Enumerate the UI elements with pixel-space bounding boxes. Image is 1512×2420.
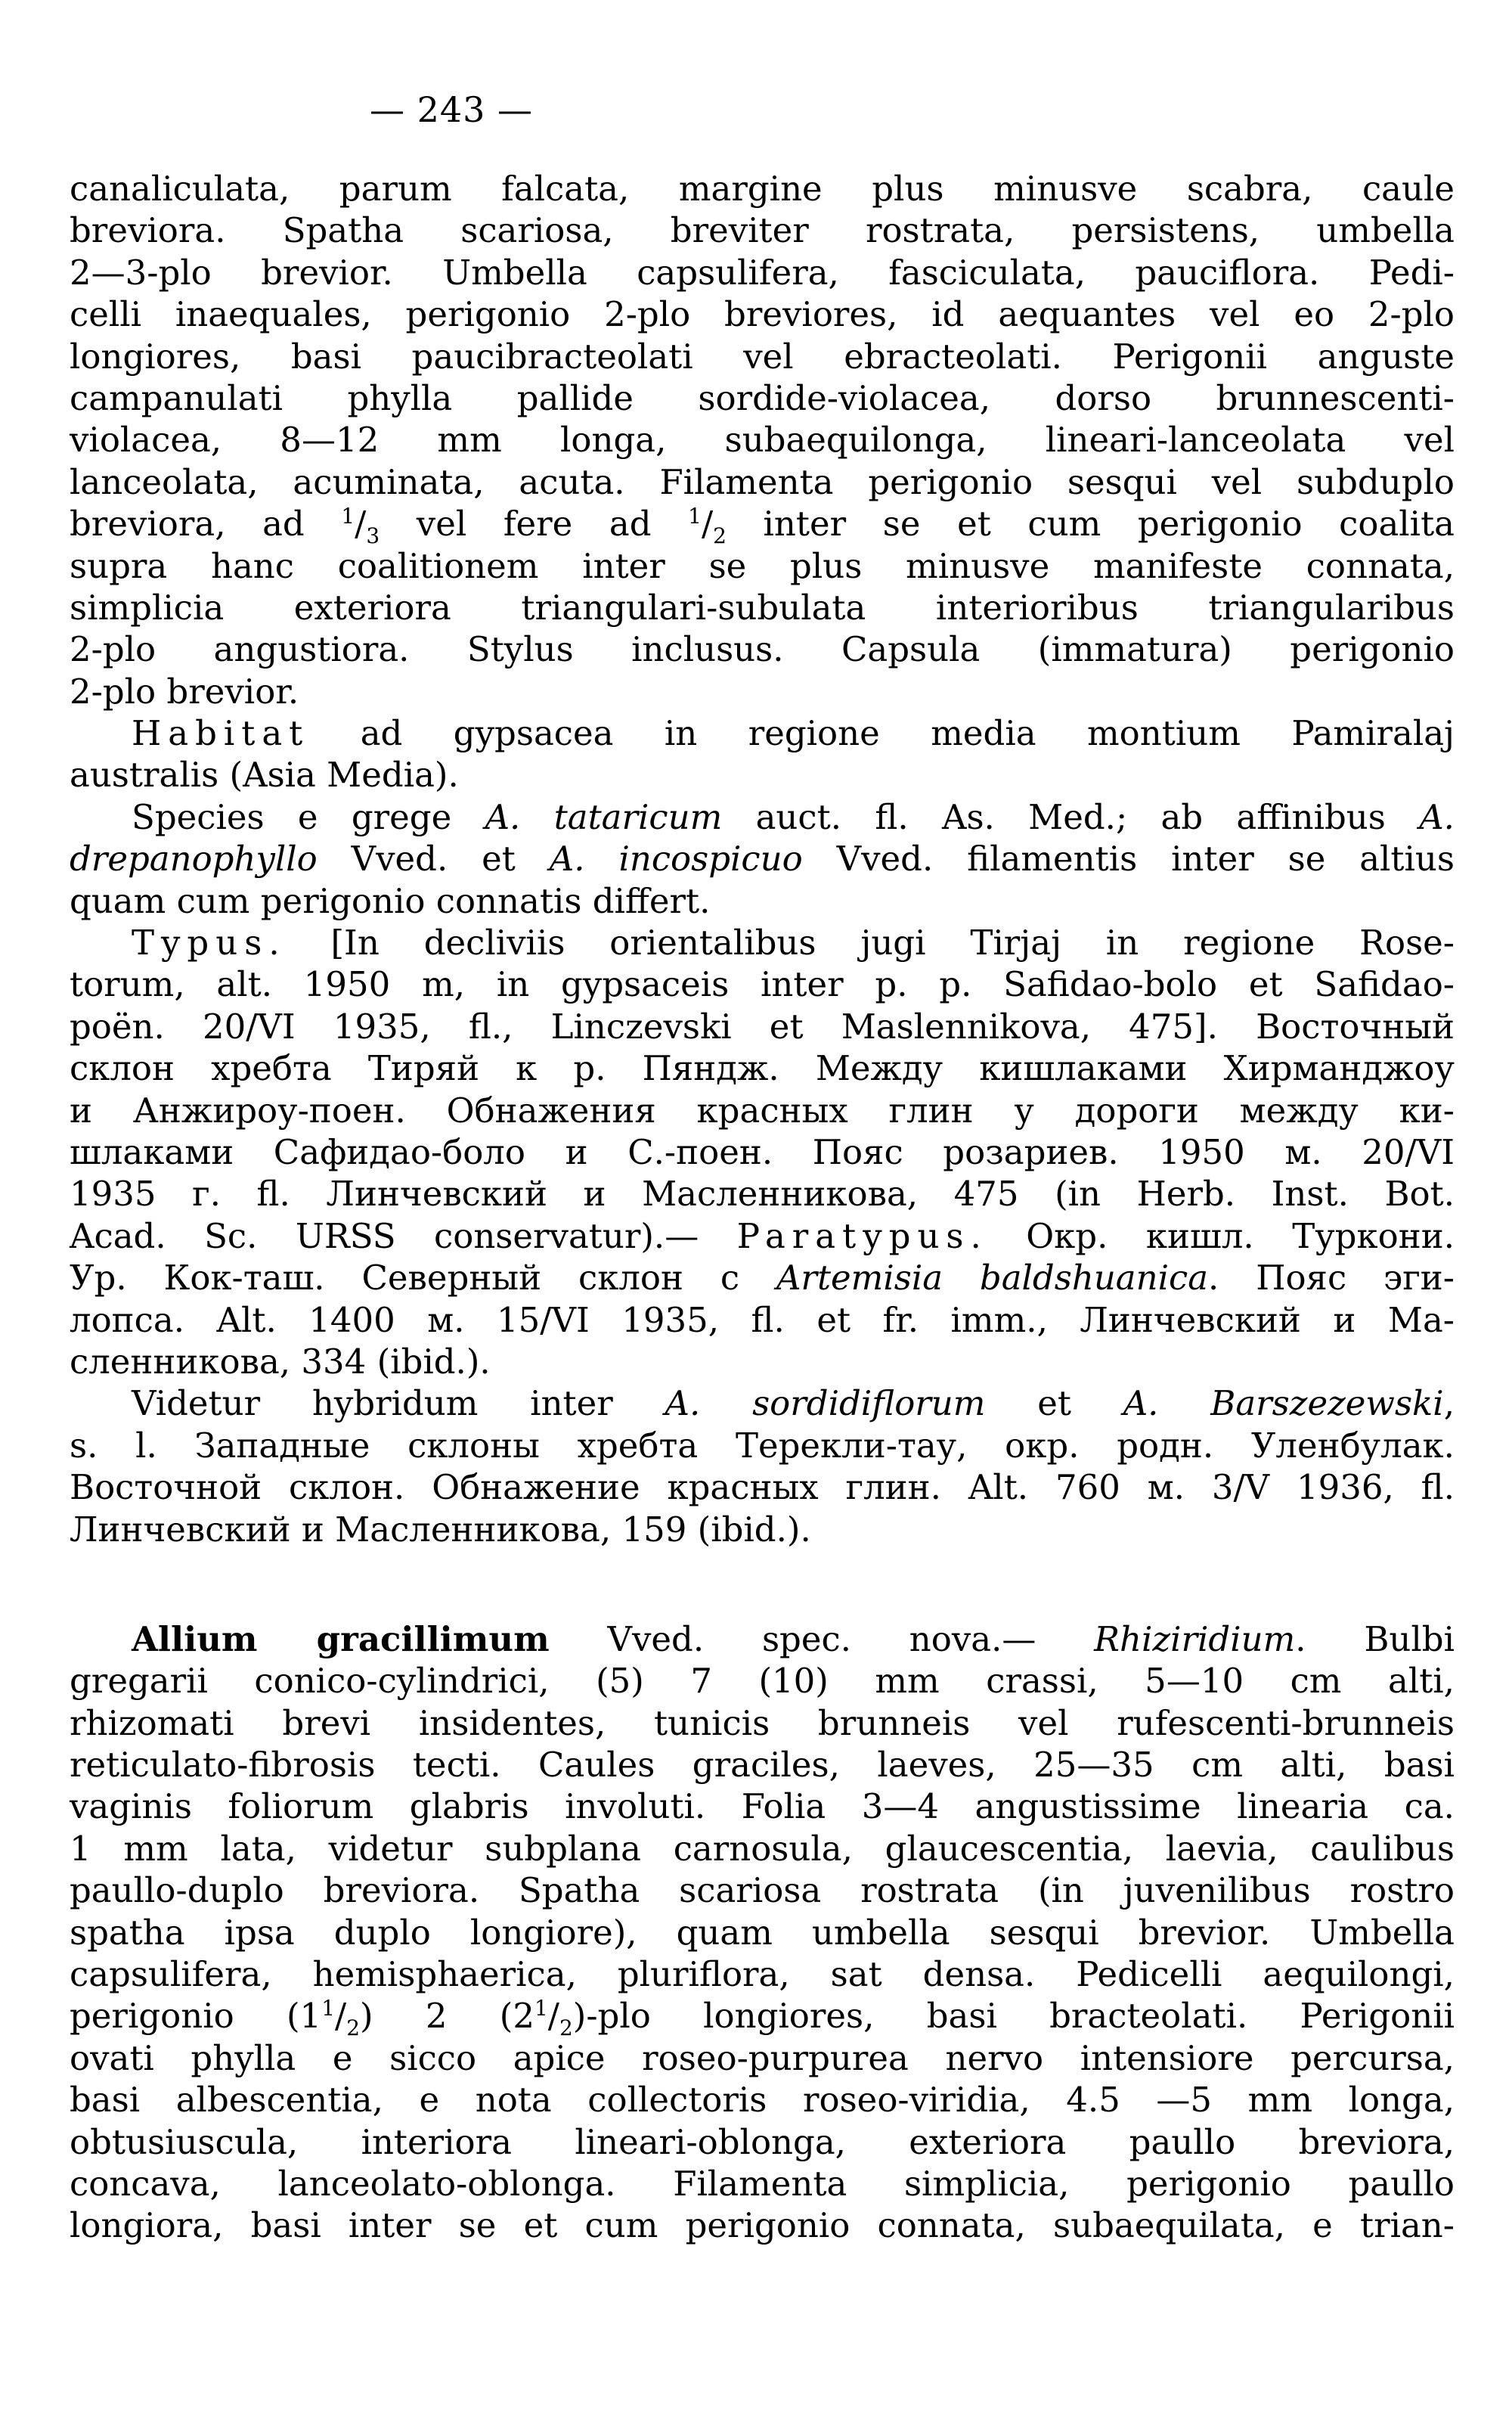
page-number: — 243 — (369, 89, 534, 130)
hybrid-line: Videtur hybridum inter A. sordidiflorum et A. Barszezewski, (132, 1383, 1455, 1424)
section-gap (70, 1550, 1455, 1618)
text-line: lanceolata, acuminata, acuta. Filamenta perigonio sesqui vel subduplo (70, 461, 1455, 502)
text-line: Линчевский и Масленникова, 159 (ibid.). (70, 1509, 811, 1550)
text-line: breviora. Spatha scariosa, breviter rostrata, persistens, umbella (70, 210, 1455, 251)
text-line: 1 mm lata, videtur subplana carnosula, glaucescentia, laevia, caulibus (70, 1828, 1455, 1869)
text-line: supra hanc coalitionem inter se plus minusve manifeste connata, (70, 545, 1455, 586)
species-name: Allium gracillimum (132, 1618, 550, 1659)
text-line: Ур. Кок-таш. Северный склон с Artemisia baldshuanica. Пояс эги- (70, 1258, 1455, 1298)
typus-label: Typus. (132, 923, 287, 963)
paratypus-line: Acad. Sc. URSS conservatur).— Paratypus. Окр. кишл. Туркони. (70, 1215, 1455, 1256)
text-line: 1935 г. fl. Линчевский и Масленникова, 475 (in Herb. Inst. Bot. (70, 1174, 1455, 1215)
species-line: Species e grege A. tataricum auct. fl. As. Med.; ab affinibus A. (132, 796, 1455, 837)
text-line: quam cum perigonio connatis differt. (70, 880, 711, 921)
text-line: reticulato-fibrosis tecti. Caules graciles, laeves, 25—35 cm alti, basi (70, 1745, 1455, 1786)
text-line: ovati phylla e sicco apice roseo-purpurea nervo intensiore percursa, (70, 2037, 1455, 2078)
text-line: torum, alt. 1950 m, in gypsaceis inter p. p. Safidao-bolo et Safidao- (70, 964, 1455, 1005)
text-line: obtusiuscula, interiora lineari-oblonga, exteriora paullo breviora, (70, 2121, 1455, 2162)
text-line: capsulifera, hemisphaerica, pluriflora, sat densa. Pedicelli aequilongi, (70, 1954, 1455, 1995)
body-text (70, 168, 1455, 2247)
text-line: шлаками Сафидао-боло и С.-поен. Пояс розариев. 1950 м. 20/VI (70, 1131, 1455, 1172)
paratypus-label: Paratypus. (736, 1215, 988, 1256)
text-line: s. l. Западные склоны хребта Терекли-тау, окр. родн. Уленбулак. (70, 1425, 1455, 1466)
habitat-line: Habitat ad gypsacea in regione media montium Pamiralaj (132, 713, 1455, 754)
text-line: 2—3-plo brevior. Umbella capsulifera, fasciculata, pauciflora. Pedi- (70, 252, 1455, 293)
text-line: campanulati phylla pallide sordide-violacea, dorso brunnescenti- (70, 377, 1455, 418)
text-line: concava, lanceolato-oblonga. Filamenta simplicia, perigonio paullo (70, 2163, 1455, 2204)
text-line: poën. 20/VI 1935, fl., Linczevski et Maslennikova, 475]. Восточный (70, 1006, 1455, 1047)
text-line: simplicia exteriora triangulari-subulata interioribus triangularibus (70, 587, 1455, 628)
text-line: сленникова, 334 (ibid.). (70, 1341, 491, 1382)
text-line-fractions: perigonio $(1^1/_2)$ 2 $(2^1/_2)$-plo longiores, basi bracteolati. Perigonii (70, 1996, 1455, 2041)
species-heading-line: Allium gracillimum Vved. spec. nova.— Rhiziridium. Bulbi (132, 1618, 1455, 1659)
text-line: Восточной склон. Обнажение красных глин. Alt. 760 м. 3/V 1936, fl. (70, 1467, 1455, 1508)
text-line: longiores, basi paucibracteolati vel ebracteolati. Perigonii anguste (70, 336, 1455, 377)
text-line: spatha ipsa duplo longiore), quam umbella sesqui brevior. Umbella (70, 1912, 1455, 1953)
text-line: 2-plo angustiora. Stylus inclusus. Capsula (immatura) perigonio (70, 629, 1455, 670)
text-line: rhizomati brevi insidentes, tunicis brunneis vel rufescenti-brunneis (70, 1702, 1455, 1743)
text-line: paullo-duplo breviora. Spatha scariosa rostrata (in juvenilibus rostro (70, 1870, 1455, 1911)
species-line: drepanophyllo Vved. et A. incospicuo Vved. filamentis inter se altius (70, 839, 1455, 880)
typus-line: Typus. [In decliviis orientalibus jugi Tirjaj in regione Rose- (132, 923, 1455, 963)
text-line: и Анжироу-поен. Обнажения красных глин у дороги между ки- (70, 1090, 1455, 1131)
text-line: лопса. Alt. 1400 м. 15/VI 1935, fl. et fr. imm., Линчевский и Ма- (70, 1299, 1455, 1340)
text-line: violacea, 8—12 mm longa, subaequilonga, lineari-lanceolata vel (70, 420, 1455, 461)
section-name: Rhiziridium (1094, 1618, 1296, 1659)
text-line: australis (Asia Media). (70, 755, 459, 796)
text-line: vaginis foliorum glabris involuti. Folia 3—4 angustissime linearia ca. (70, 1786, 1455, 1827)
text-line: longiora, basi inter se et cum perigonio connata, subaequilata, e trian- (70, 2205, 1455, 2246)
text-line: склон хребта Тиряй к р. Пяндж. Между кишлаками Хирманджоу (70, 1048, 1455, 1089)
text-line: basi albescentia, e nota collectoris roseo-viridia, 4.5 —5 mm longa, (70, 2080, 1455, 2121)
text-line-fractions: breviora, ad $^1/_3$ vel fere ad $^1/_2$ inter se et cum perigonio coalita (70, 504, 1455, 549)
habitat-label: Habitat (132, 713, 310, 754)
text-line: canaliculata, parum falcata, margine plus minusve scabra, caule (70, 169, 1455, 209)
text-line: 2-plo brevior. (70, 671, 299, 712)
text-line: celli inaequales, perigonio 2-plo breviores, id aequantes vel eo 2-plo (70, 294, 1455, 335)
text-line: gregarii conico-cylindrici, (5) 7 (10) mm crassi, 5—10 cm alti, (70, 1661, 1455, 1702)
